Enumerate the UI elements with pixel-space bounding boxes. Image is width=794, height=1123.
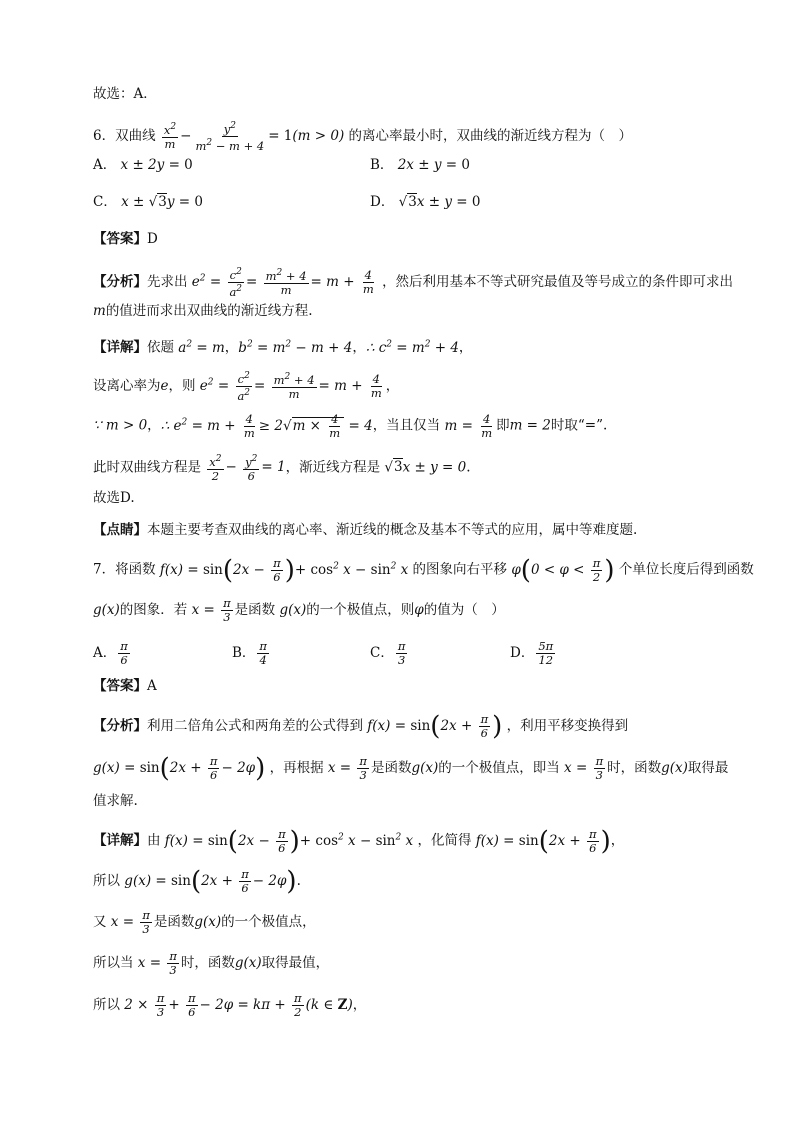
detail-6-line3: ∵ m > 0，∴ $e^2 = m$ + $\frac{4}{m}$ ≥ 2√m × $\frac{4}{m}$ = 4，当且仅当 m = $\frac{4}{m}$ 即m = 2时取“=”. (93, 411, 608, 440)
detail-7-line4: 所以当 x = $\frac{\pi}{3}$ 时，函数g(x)取得最值， (93, 949, 330, 977)
question-6-stem: 6．双曲线 $\frac{x^2}{m}$ − $\frac{y^2}{m^2 - m + 4}$ = 1(m > 0) 的离心率最小时，双曲线的渐近线方程为（ ） (93, 121, 633, 153)
detail-6-line1: 【详解】依题 $a^2 = m$，$b^2 = m^2 - m + 4$，∴ $c^2 = m^2 + 4$， (93, 339, 473, 356)
analysis-7-line2: g(x) = sin(2x + $\frac{\pi}{6}$ − 2φ) ，再根据 x = $\frac{\pi}{3}$ 是函数g(x)的一个极值点，即当 x = $\frac{\pi}{3}$ 时，函数g(x)取得最 (93, 753, 729, 784)
detail-6-line4: 此时双曲线方程是 $\frac{x^2}{2}$ − $\frac{y^2}{6}$ = 1，渐近线方程是 √3x ± y = 0. (93, 454, 471, 483)
detail-7-line3: 又 x = $\frac{\pi}{3}$ 是函数g(x)的一个极值点， (93, 908, 316, 936)
option-7b: B． $\frac{\pi}{4}$ (232, 639, 267, 667)
option-7d: D． $\frac{5\pi}{12}$ (510, 639, 554, 667)
analysis-6-line2: m的值进而求出双曲线的渐近线方程. (93, 303, 313, 319)
option-c: C． x ± √3y = 0 (93, 194, 203, 210)
question-7-stem-line1: 7．将函数 f(x) = sin(2x − $\frac{\pi}{6}$ )+ $\cos^2 x - \sin^2 x$ 的图象向右平移 φ(0 < φ < $\frac{\pi}{2}$ ) 个单位长度后得到函数 (93, 555, 754, 585)
analysis-7-line3: 值求解. (93, 793, 138, 809)
detail-7-line5: 所以 2 × $\frac{\pi}{3}$ + $\frac{\pi}{6}$ − 2φ = kπ + $\frac{\pi}{2}$ (k ∈ Z)， (93, 991, 367, 1019)
question-7-stem-line2: g(x)的图象．若 x = $\frac{\pi}{3}$ 是函数 g(x)的一个极值点，则φ的值为（ ） (93, 596, 505, 624)
comment-6: 【点睛】本题主要考查双曲线的离心率、渐近线的概念及基本不等式的应用，属中等难度题. (93, 522, 638, 538)
detail-7-line2: 所以 g(x) = sin(2x + $\frac{\pi}{6}$ − 2φ). (93, 866, 301, 897)
option-b: B． 2x ± y = 0 (370, 157, 470, 173)
analysis-6-line1: 【分析】先求出 $e^2$ = $\frac{c^2}{a^2}$ = $\frac{m^2 + 4}{m}$ = m + $\frac{4}{m}$ ，然后利用基本不等式研究最值及等号成立的条件即可求出 (93, 267, 734, 299)
hyperbola-equation: $\frac{x^2}{m}$ − $\frac{y^2}{m^2 - m + 4}$ = 1(m > 0) (163, 121, 345, 153)
answer-6: 【答案】D (93, 231, 158, 247)
option-a: A． x ± 2y = 0 (93, 157, 193, 173)
option-7c: C． $\frac{\pi}{3}$ (370, 639, 406, 667)
analysis-7-line1: 【分析】利用二倍角公式和两角差的公式得到 f(x) = sin(2x + $\frac{\pi}{6}$ ) ，利用平移变换得到 (93, 711, 629, 742)
answer-7: 【答案】A (93, 678, 157, 694)
option-7a: A． $\frac{\pi}{6}$ (93, 639, 128, 667)
option-d: D． √3x ± y = 0 (370, 194, 481, 210)
conclusion-6: 故选D. (93, 490, 135, 506)
detail-6-line2: 设离心率为e，则 $e^2$ = $\frac{c^2}{a^2}$ = $\frac{m^2 + 4}{m}$ = m + $\frac{4}{m}$ ， (93, 371, 400, 403)
answer-line-prev: 故选：A． (93, 86, 157, 102)
detail-7-line1: 【详解】由 f(x) = sin(2x − $\frac{\pi}{6}$ )+ $\cos^2 x - \sin^2 x$ ，化简得 f(x) = sin(2x + $\frac{\pi}{6}$ )， (93, 826, 625, 856)
